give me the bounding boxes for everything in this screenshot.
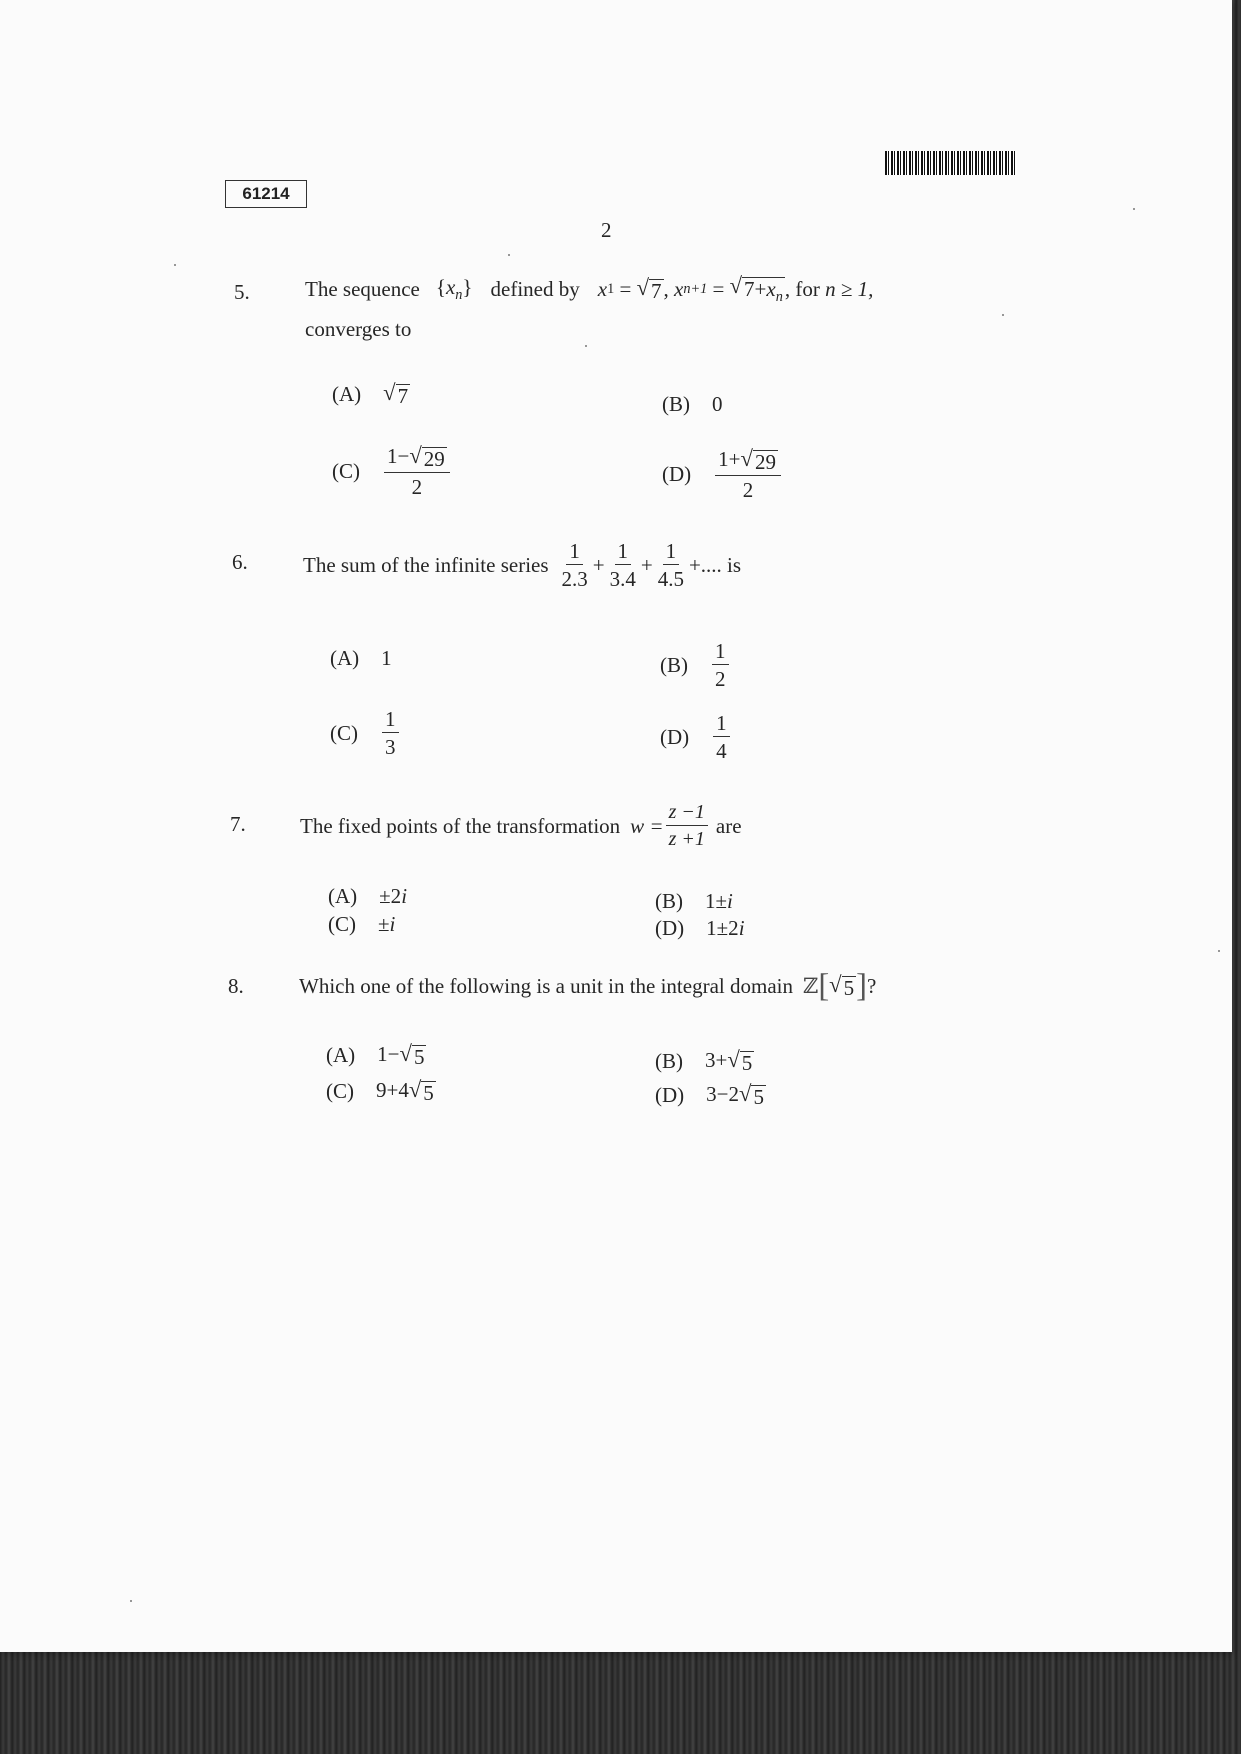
option-a: (A) 1 <box>330 646 392 670</box>
option-d: (D) 1+ √ 29 2 <box>662 448 783 501</box>
option-c: (C) ±i <box>328 912 396 936</box>
scan-speck <box>1002 314 1004 316</box>
question-number: 5. <box>234 280 250 304</box>
barcode <box>885 151 1017 175</box>
question-text-line2: converges to <box>305 317 412 341</box>
scan-speck <box>130 1600 132 1602</box>
series-term: $\frac{1}{3.4}$ <box>609 539 636 592</box>
option-d: (D) 1±2i <box>655 916 745 940</box>
option-b: (B) $\frac{1}{2}$ <box>660 640 731 690</box>
scan-speck <box>1133 208 1135 210</box>
question-number: 7. <box>230 812 246 836</box>
option-b: (B) 1±i <box>655 889 733 913</box>
option-c: (C) 1− √ 29 2 <box>332 445 452 498</box>
question-text: The sequence $\{x_n\}$ defined by x 1 = √ 7 , x n+1 = √ $7+x_n$ , for n ≥ 1, <box>305 273 874 305</box>
option-d: (D) $\frac{1}{4}$ <box>660 712 732 762</box>
question-text: The fixed points of the transformation w = $\frac{z -1}{z +1}$ are <box>300 801 742 850</box>
question-text: Which one of the following is a unit in the integral domain ℤ [ √ 5 ] ? <box>299 968 877 1004</box>
question-number: 6. <box>232 550 248 574</box>
paper-code-box: 61214 <box>225 180 307 208</box>
option-a: (A) ±2i <box>328 884 408 908</box>
series-term: $\frac{1}{2.3}$ <box>561 539 588 592</box>
question-number: 8. <box>228 974 244 998</box>
option-a: (A) √ 7 <box>332 380 409 408</box>
sequence-definition: x 1 = √ 7 , x n+1 = √ $7+x_n$ , for n ≥ 1, <box>597 273 874 305</box>
scan-speck <box>174 264 176 266</box>
series-term: $\frac{1}{4.5}$ <box>657 539 684 592</box>
scan-speck <box>585 345 587 347</box>
page-number: 2 <box>601 218 612 242</box>
option-d: (D) 3−2 √ 5 <box>655 1081 764 1109</box>
scan-speck <box>508 254 510 256</box>
scan-speck <box>1218 950 1220 952</box>
option-a: (A) 1− √ 5 <box>326 1041 425 1069</box>
option-c: (C) $\frac{1}{3}$ <box>330 708 401 758</box>
sequence-notation: $\{x_n\}$ <box>435 275 473 304</box>
option-b: (B) 0 <box>662 392 723 416</box>
option-b: (B) 3+ √ 5 <box>655 1047 753 1075</box>
option-c: (C) 9+4 √ 5 <box>326 1077 434 1105</box>
question-text: The sum of the infinite series $\frac{1}{2.3}$ + $\frac{1}{3.4}$ + $\frac{1}{4.5}$ +.... is <box>303 539 742 592</box>
